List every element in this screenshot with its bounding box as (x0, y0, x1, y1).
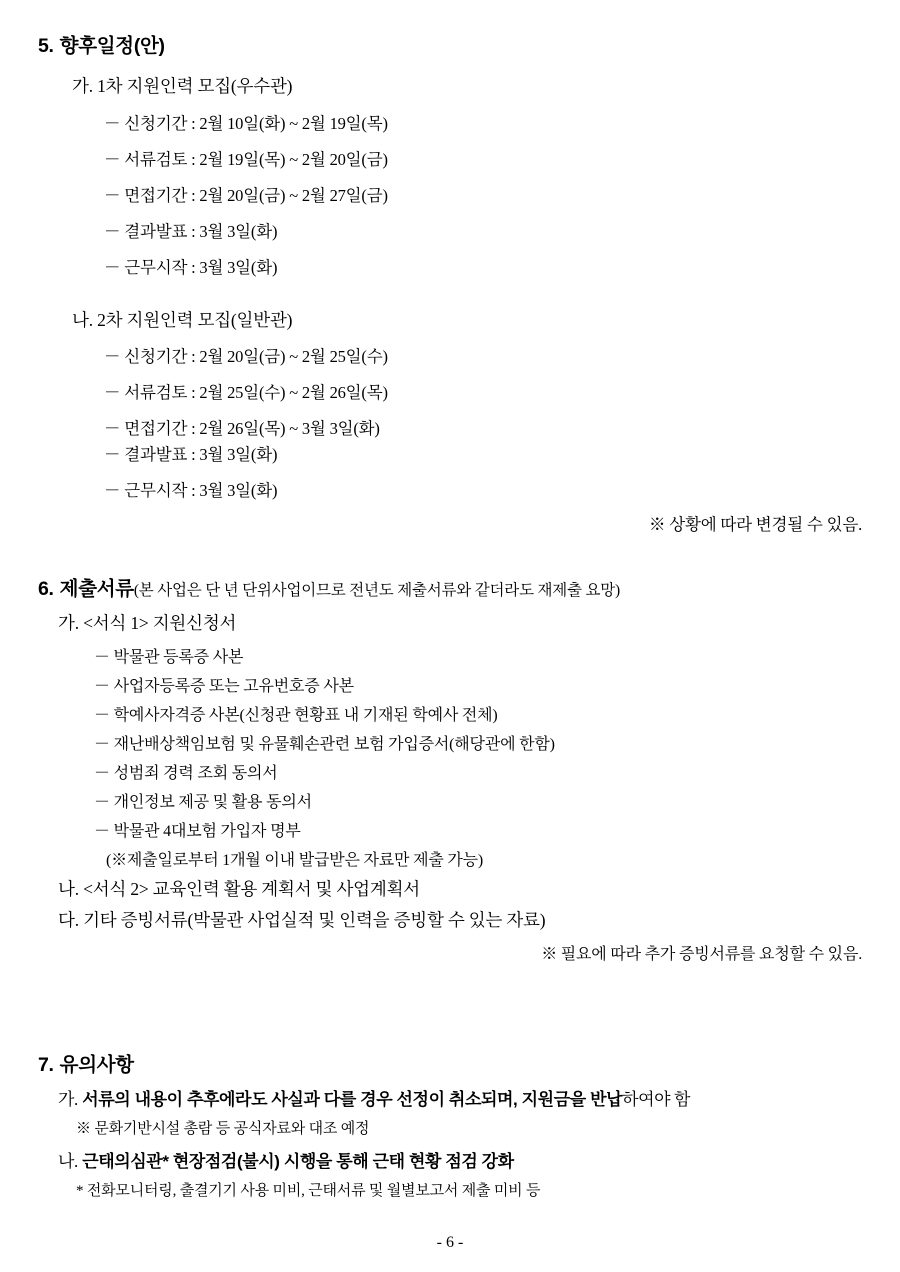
section-7-item-a (58, 1085, 690, 1110)
list-item: － 학예사자격증 사본(신청관 현황표 내 기재된 학예사 전체) (94, 707, 498, 724)
list-item: － 신청기간 : 2월 20일(금) ~ 2월 25일(수) (104, 347, 388, 366)
item-label: 다. (58, 910, 79, 930)
item-text: 1차 지원인력 모집(우수관) (97, 76, 293, 96)
list-item: － 사업자등록증 또는 고유번호증 사본 (94, 678, 354, 695)
section-5-heading (38, 30, 165, 58)
section-6-number: 6. (38, 578, 54, 600)
item-label: 나. (58, 879, 79, 899)
list-item: － 성범죄 경력 조회 동의서 (94, 765, 278, 782)
list-item: － 서류검토 : 2월 25일(수) ~ 2월 26일(목) (104, 383, 388, 402)
list-item: － 면접기간 : 2월 20일(금) ~ 2월 27일(금) (104, 186, 388, 205)
list-item: － 박물관 등록증 사본 (94, 649, 244, 666)
section-5-item-b (72, 307, 292, 332)
list-item: － 결과발표 : 3월 3일(화) (104, 445, 278, 464)
page-number: - 6 - (436, 1234, 464, 1251)
list-item: － 근무시작 : 3월 3일(화) (104, 258, 278, 277)
section-7-item-b-note: * 전화모니터링, 출결기기 사용 미비, 근태서류 및 월별보고서 제출 미비 등 (76, 1183, 541, 1199)
list-item-note: (※제출일로부터 1개월 이내 발급받은 자료만 제출 가능) (106, 852, 484, 869)
item-text-bold: 근태의심관* 현장점검(불시) 시행을 통해 근태 현황 점검 강화 (82, 1152, 514, 1171)
section-7-number: 7. (38, 1054, 54, 1076)
section-6-footnote: ※ 필요에 따라 추가 증빙서류를 요청할 수 있음. (541, 946, 862, 963)
list-item: － 면접기간 : 2월 26일(목) ~ 3월 3일(화) (104, 419, 380, 438)
section-5-title: 향후일정(안) (59, 35, 165, 57)
section-6-item-a (58, 610, 236, 635)
list-item: － 신청기간 : 2월 10일(화) ~ 2월 19일(목) (104, 114, 388, 133)
item-label: 나. (72, 310, 93, 330)
section-6-heading (38, 573, 620, 601)
section-5-footnote: ※ 상황에 따라 변경될 수 있음. (649, 515, 862, 534)
item-label: 가. (58, 1090, 78, 1109)
item-text: 기타 증빙서류(박물관 사업실적 및 인력을 증빙할 수 있는 자료) (83, 910, 546, 930)
section-7-item-a-note: ※ 문화기반시설 총람 등 공식자료와 대조 예정 (76, 1121, 370, 1137)
item-text: <서식 2> 교육인력 활용 계획서 및 사업계획서 (83, 879, 421, 899)
section-6-title-suffix: (본 사업은 단 년 단위사업이므로 전년도 제출서류와 같더라도 재제출 요망) (133, 582, 621, 599)
list-item: － 서류검토 : 2월 19일(목) ~ 2월 20일(금) (104, 150, 388, 169)
section-6-title: 제출서류 (59, 578, 134, 600)
item-text-bold: 서류의 내용이 추후에라도 사실과 다를 경우 선정이 취소되며, 지원금을 반납 (82, 1090, 623, 1109)
list-item: － 재난배상책임보험 및 유물훼손관련 보험 가입증서(해당관에 한함) (94, 736, 555, 753)
section-6-item-b (58, 876, 420, 901)
item-text-tail: 하여야 함 (622, 1090, 691, 1109)
section-5-number: 5. (38, 35, 54, 57)
list-item: － 박물관 4대보험 가입자 명부 (94, 823, 301, 840)
section-7-heading (38, 1049, 134, 1077)
item-text: <서식 1> 지원신청서 (83, 613, 237, 633)
item-label: 가. (58, 613, 79, 633)
section-6-item-c (58, 907, 545, 932)
section-7-item-b (58, 1147, 514, 1172)
item-text: 2차 지원인력 모집(일반관) (97, 310, 293, 330)
item-label: 가. (72, 76, 93, 96)
item-label: 나. (58, 1152, 78, 1171)
section-7-title: 유의사항 (59, 1054, 134, 1076)
list-item: － 개인정보 제공 및 활용 동의서 (94, 794, 312, 811)
list-item: － 결과발표 : 3월 3일(화) (104, 222, 278, 241)
section-5-item-a (72, 73, 292, 98)
list-item: － 근무시작 : 3월 3일(화) (104, 481, 278, 500)
